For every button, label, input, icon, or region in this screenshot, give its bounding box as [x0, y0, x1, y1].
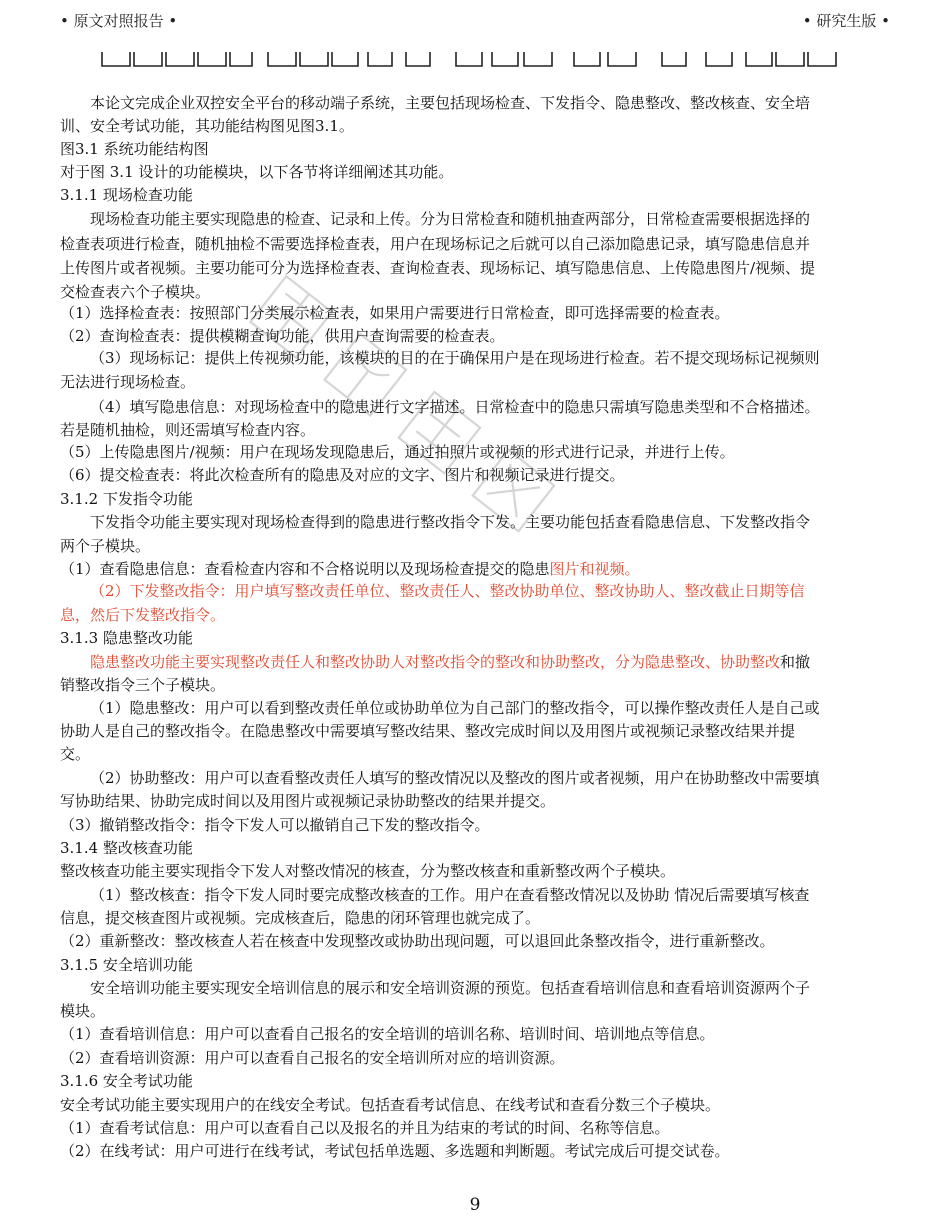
text-line: 训、安全考试功能，其功能结构图见图3.1。 [60, 117, 354, 135]
header-right: • 研究生版 • [802, 12, 890, 30]
text-line: 隐患整改功能主要实现整改责任人和整改协助人对整改指令的整改和协助整改，分为隐患整改、协助整改和撤 [90, 653, 811, 671]
list-item: （6）提交检查表：将此次检查所有的隐患及对应的文字、图片和视频记录进行提交。 [60, 466, 625, 484]
text-line: 安全培训功能主要实现安全培训信息的展示和安全培训资源的预览。包括查看培训信息和查看培训资源两个子 [90, 979, 811, 997]
section-heading: 3.1.2 下发指令功能 [60, 490, 193, 508]
figure-caption: 图3.1 系统功能结构图 [60, 140, 209, 158]
list-item: （1）查看考试信息：用户可以查看自己以及报名的并且为结束的考试的时间、名称等信息。 [60, 1119, 670, 1137]
list-item: （2）查询检查表：提供模糊查询功能，供用户查询需要的检查表。 [60, 327, 505, 345]
text-line: 整改核查功能主要实现指令下发人对整改情况的核查，分为整改核查和重新整改两个子模块。 [60, 862, 676, 880]
text-line: 本论文完成企业双控安全平台的移动端子系统，主要包括现场检查、下发指令、隐患整改、整改核查、安全培 [90, 94, 811, 112]
list-item-highlight: （2）下发整改指令：用户填写整改责任单位、整改责任人、整改协助单位、整改协助人、整改截止日期等信 [90, 582, 805, 600]
text-line: 交。 [60, 745, 91, 763]
list-item: （1）查看隐患信息：查看检查内容和不合格说明以及现场检查提交的隐患图片和视频。 [60, 560, 640, 578]
list-item: （1）查看培训信息：用户可以查看自己报名的安全培训的培训名称、培训时间、培训地点等信息。 [60, 1025, 715, 1043]
section-heading: 3.1.3 隐患整改功能 [60, 629, 193, 647]
text-line: 上传图片或者视频。主要功能可分为选择检查表、查询检查表、现场标记、填写隐患信息、上传隐患图片/视频、提 [60, 259, 816, 277]
text-line: 交检查表六个子模块。 [60, 283, 211, 301]
section-heading: 3.1.4 整改核查功能 [60, 839, 193, 857]
list-item: （1）整改核查：指令下发人同时要完成整改核查的工作。用户在查看整改情况以及协助 情况后需要填写核查 [90, 886, 810, 904]
text-line: 写协助结果、协助完成时间以及用图片或视频记录协助整改的结果并提交。 [60, 792, 556, 810]
list-item: （1）隐患整改：用户可以看到整改责任单位或协助单位为自己部门的整改指令，可以操作整改责任人是自己或 [90, 699, 820, 717]
page-number: 9 [469, 1195, 481, 1215]
list-item: （2）查看培训资源：用户可以查看自己报名的安全培训所对应的培训资源。 [60, 1049, 565, 1067]
text-line: 协助人是自己的整改指令。在隐患整改中需要填写整改结果、整改完成时间以及用图片或视频记录整改结果并提 [60, 722, 796, 740]
text-line: 销整改指令三个子模块。 [60, 676, 226, 694]
list-item: （2）协助整改：用户可以查看整改责任人填写的整改情况以及整改的图片或者视频，用户在协助整改中需要填 [90, 769, 820, 787]
text-line-highlight: 息，然后下发整改指令。 [60, 606, 226, 624]
cropped-figure-boxes [100, 48, 840, 70]
list-item: （3）现场标记：提供上传视频功能，该模块的目的在于确保用户是在现场进行检查。若不提交现场标记视频则 [90, 349, 820, 367]
section-heading: 3.1.1 现场检查功能 [60, 186, 193, 204]
text-line: 对于图 3.1 设计的功能模块，以下各节将详细阐述其功能。 [60, 163, 454, 181]
list-item: （3）撤销整改指令：指令下发人可以撤销自己下发的整改指令。 [60, 816, 490, 834]
text-line: 安全考试功能主要实现用户的在线安全考试。包括查看考试信息、在线考试和查看分数三个子模块。 [60, 1096, 721, 1114]
header-left: • 原文对照报告 • [60, 12, 178, 30]
section-heading: 3.1.5 安全培训功能 [60, 956, 193, 974]
list-item: （4）填写隐患信息：对现场检查中的隐患进行文字描述。日常检查中的隐患只需填写隐患类型和不合格描述。 [90, 398, 820, 416]
text-line: 若是随机抽检，则还需填写检查内容。 [60, 421, 316, 439]
text-line: 下发指令功能主要实现对现场检查得到的隐患进行整改指令下发。主要功能包括查看隐患信息、下发整改指令 [90, 513, 811, 531]
text-line: 无法进行现场检查。 [60, 373, 196, 391]
text-line: 模块。 [60, 1002, 106, 1020]
list-item: （2）重新整改：整改核查人若在核查中发现整改或协助出现问题，可以退回此条整改指令，进行重新整改。 [60, 932, 775, 950]
text-line: 现场检查功能主要实现隐患的检查、记录和上传。分为日常检查和随机抽查两部分，日常检查需要根据选择的 [90, 210, 811, 228]
list-item: （2）在线考试：用户可进行在线考试，考试包括单选题、多选题和判断题。考试完成后可提交试卷。 [60, 1142, 730, 1160]
list-item: （5）上传隐患图片/视频：用户在现场发现隐患后，通过拍照片或视频的形式进行记录，并进行上传。 [60, 443, 735, 461]
text-line: 两个子模块。 [60, 537, 151, 555]
cropped-figure-row [100, 48, 840, 70]
list-item: （1）选择检查表：按照部门分类展示检查表，如果用户需要进行日常检查，即可选择需要的检查表。 [60, 304, 730, 322]
text-line: 信息，提交核查图片或视频。完成核查后，隐患的闭环管理也就完成了。 [60, 909, 541, 927]
text-line: 检查表项进行检查，随机抽检不需要选择检查表，用户在现场标记之后就可以自己添加隐患记录，填写隐患信息并 [60, 235, 811, 253]
section-heading: 3.1.6 安全考试功能 [60, 1072, 193, 1090]
